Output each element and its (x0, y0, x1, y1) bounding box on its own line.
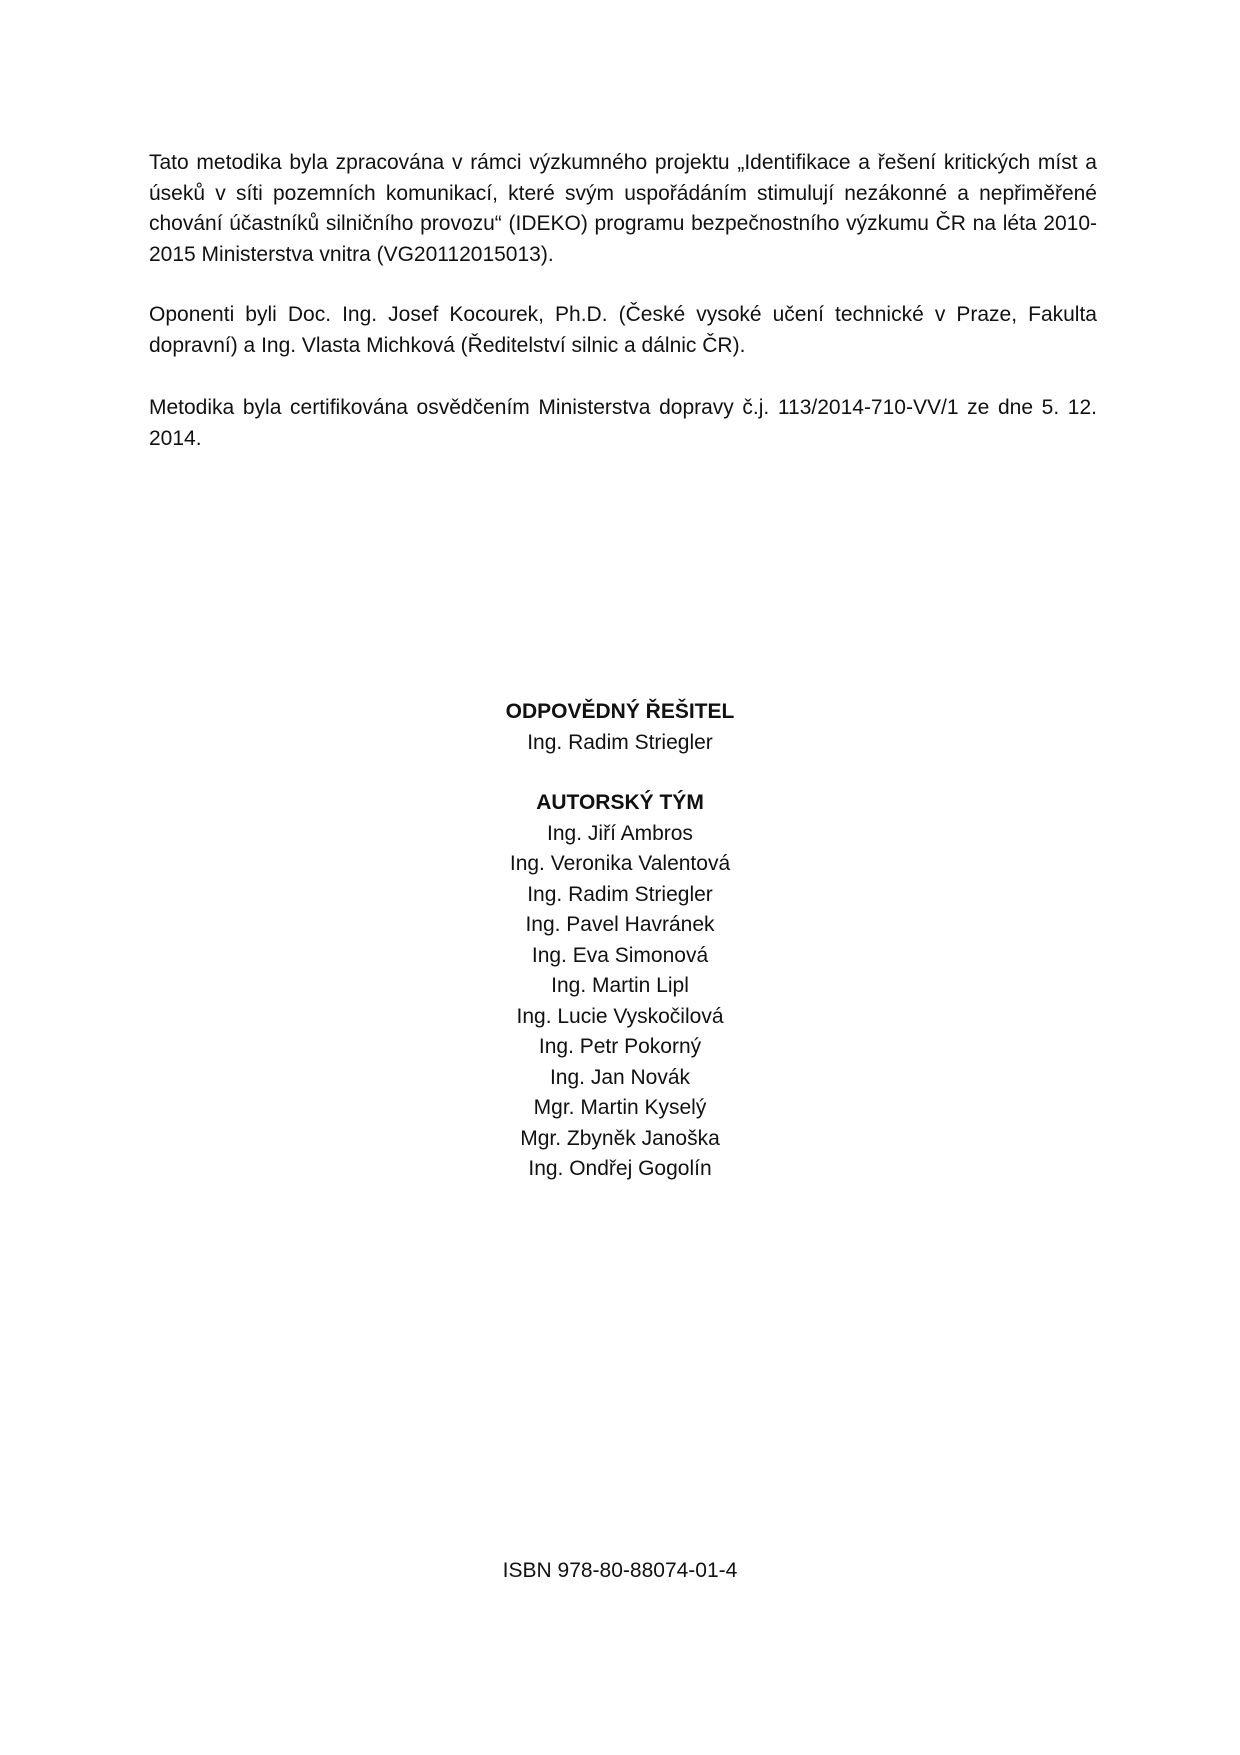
author-team-heading: AUTORSKÝ TÝM (536, 791, 704, 814)
author-team-member: Mgr. Zbyněk Janoška (520, 1126, 720, 1150)
author-team-section (0, 788, 1240, 1185)
project-info-paragraph: Tato metodika byla zpracována v rámci výzkumného projektu „Identifikace a řešení kritických míst a úseků v síti pozemních komunikací, které svým uspořádáním stimulují nezákonné a nepřiměřené chování účastníků silničního provozu“ (IDEKO) programu bezpečnostního výzkumu ČR na léta 2010-2015 Ministerstva vnitra (VG20112015013). (149, 151, 1097, 266)
responsible-solver-section (0, 697, 1240, 758)
responsible-solver-heading: ODPOVĚDNÝ ŘEŠITEL (505, 700, 735, 723)
author-team-member: Ing. Eva Simonová (531, 943, 709, 967)
author-team-member: Ing. Radim Striegler (527, 882, 713, 906)
certification-paragraph: Metodika byla certifikována osvědčením Ministerstva dopravy č.j. 113/2014-710-VV/1 ze dne 5. 12. 2014. (149, 396, 1097, 450)
author-team-member: Ing. Jiří Ambros (547, 821, 693, 845)
author-team-member: Mgr. Martin Kyselý (533, 1096, 707, 1119)
author-team-member: Ing. Veronika Valentová (509, 852, 731, 875)
author-team-member: Ing. Martin Lipl (551, 974, 689, 997)
author-team-list (0, 819, 1240, 1185)
opponents-paragraph: Oponenti byli Doc. Ing. Josef Kocourek, Ph.D. (České vysoké učení technické v Praze, Fakulta dopravní) a Ing. Vlasta Michková (Ředitelství silnic a dálnic ČR). (149, 303, 1097, 357)
responsible-solver-name: Ing. Radim Striegler (527, 730, 713, 754)
author-team-member: Ing. Petr Pokorný (538, 1035, 702, 1058)
isbn-text: ISBN 978-80-88074-01-4 (502, 1559, 738, 1582)
author-team-member: Ing. Pavel Havránek (525, 913, 715, 936)
author-team-member: Ing. Ondřej Gogolín (528, 1157, 712, 1180)
author-team-member: Ing. Lucie Vyskočilová (516, 1004, 724, 1028)
author-team-member: Ing. Jan Novák (549, 1065, 691, 1089)
